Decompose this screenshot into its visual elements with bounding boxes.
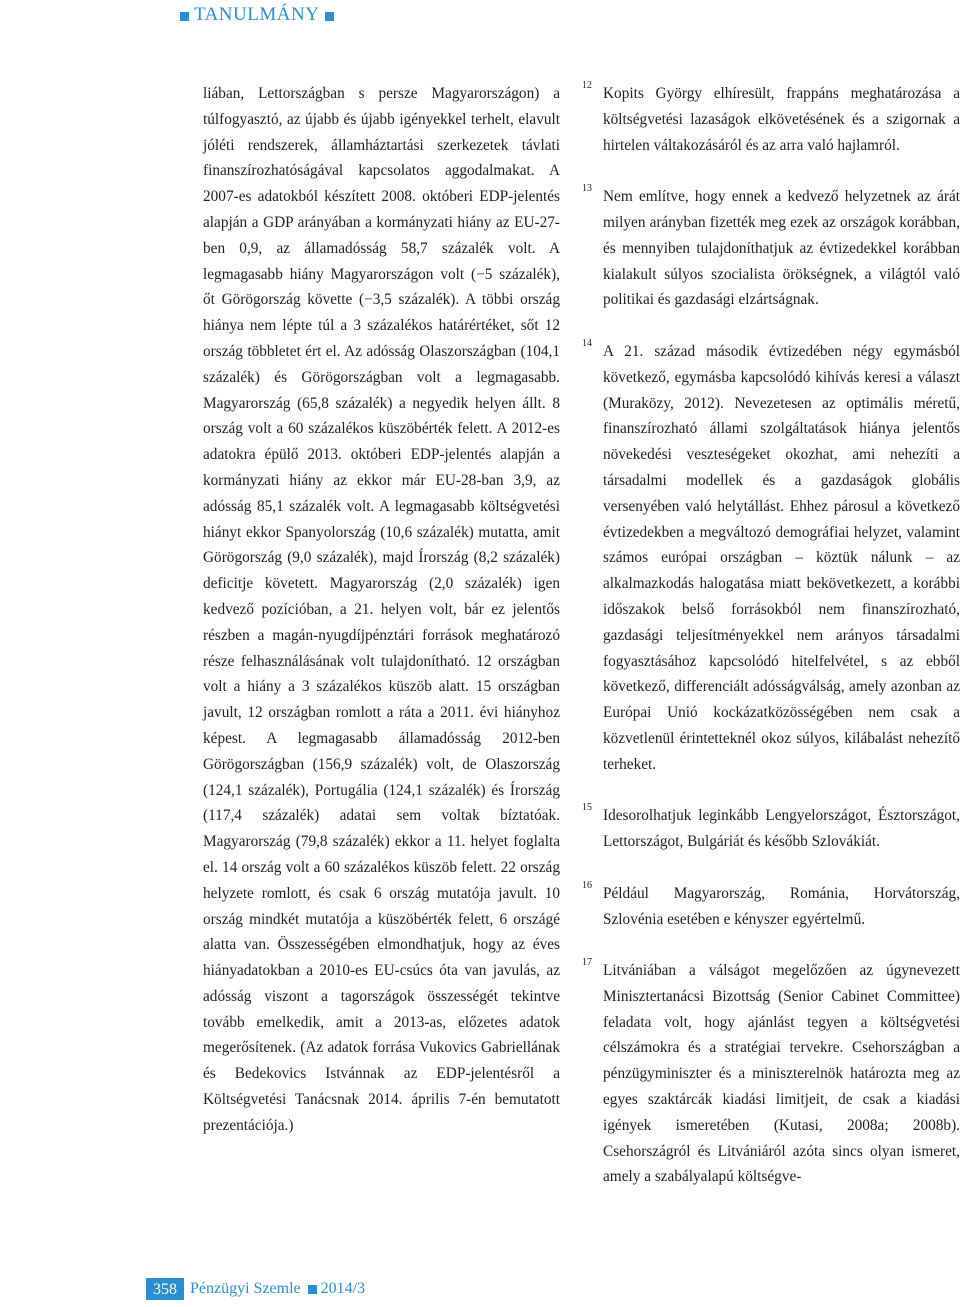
footnote — [582, 339, 960, 778]
footnote-text: A 21. század második évtizedében négy egymásból következő, egymásba kapcsolódó kihívás keresi a választ (Muraközy, 2012). Nevezetesen az optimális méretű, finanszírozható állami szolgáltatások hiánya jelentős növekedési veszteségeket okozhat, ami nehezíti a társadalmi modellek és a gazdaságok globális versenyében való helytállást. Ehhez párosul a következő évtizedekben a megváltozó demográfiai helyzet, valamint számos európai országban – köztük nálunk – az alkalmazkodás halogatása miatt bekövetkezett, a korábbi időszakok belső forrásokból nem finanszírozható, gazdasági teljesítményekkel nem arányos társadalmi fogyasztásához kapcsolódó hitelfelvétel, s az ebből következő, differenciált adósságválság, amely azonban az Európai Unió kockázatközösségében nem csak a közvetlenül érintetteknél okoz súlyos, kilábalást nehezítő terheket. — [603, 342, 960, 773]
square-bullet-icon — [325, 12, 334, 21]
footnote — [582, 958, 960, 1190]
page-footer — [146, 1278, 365, 1300]
footnote-number: 15 — [582, 802, 592, 814]
footnote-text: Litvániában a válságot megelőzően az úgynevezett Minisztertanácsi Bizottság (Senior Cabinet Committee) feladata volt, hogy ajánlást tegyen a költségvetési célszámokra és a stratégiai tervekre. Csehországban a pénzügyminiszter és a miniszterelnök határozta meg az egyes szaktárcák kiadási limitjeit, de csak a kiadási igények ismeretében (Kutasi, 2008a; 2008b). Csehországról és Litvániáról azóta sincs olyan ismeret, amely a szabályalapú költségve- — [603, 962, 960, 1186]
footnote — [582, 881, 960, 933]
issue-number: 2014/3 — [320, 1280, 366, 1297]
footnotes-column — [582, 81, 960, 1216]
footnote — [582, 81, 960, 158]
footnote — [582, 184, 960, 313]
section-title: TANULMÁNY — [194, 4, 320, 25]
page-number: 358 — [146, 1278, 184, 1300]
main-text-column — [203, 81, 560, 1139]
body-paragraph: liában, Lettországban s persze Magyarországon) a túlfogyasztó, az újabb és újabb igényekkel terhelt, elavult jóléti rendszerek, államháztartási szerkezetek távlati finanszírozhatóságával kapcsolatos aggodalmakat. A 2007-es adatokból készített 2008. októberi EDP-jelentés alapján a GDP arányában a kormányzati hiány az EU-27-ben 0,9, az államadósság 58,7 százalék volt. A legmagasabb hiány Magyarországon volt (−5 százalék), őt Görögország követte (−3,5 százalék). A többi ország hiánya nem lépte túl a 3 százalékos határértéket, sőt 12 ország többletet ért el. Az adósság Olaszországban (104,1 százalék) és Görögországban volt a legmagasabb. Magyarország (65,8 százalék) a negyedik helyen állt. 8 ország volt a 60 százalékos küszöbérték felett. A 2012-es adatokra épülő 2013. októberi EDP-jelentés alapján a kormányzati hiány az ekkor már EU-28-ban 3,9, az adósság 85,1 százalék volt. A legmagasabb költségvetési hiányt ekkor Spanyolország (10,6 százalék) mutatta, amit Görögország (9,0 százalék), majd Írország (8,2 százalék) deficitje követett. Magyarország (2,0 százalék) igen kedvező pozícióban, a 21. helyen volt, bár ez jelentős részben a magán-nyugdíjpénztári források meghatározó része felhasználásának volt tulajdonítható. 12 országban volt a hiány a 3 százalékos küszöb alatt. 15 országban javult, 12 országban romlott a ráta a 2011. évi hiányhoz képest. A legmagasabb államadósság 2012-ben Görögországban (156,9 százalék) volt, de Olaszország (124,1 százalék), Portugália (124,1 százalék) és Írország (117,4 százalék) adatai sem voltak bíztatóak. Magyarország (79,8 százalék) ekkor a 11. helyet foglalta el. 14 ország volt a 60 százalékos küszöb felett. 22 ország helyzete romlott, és csak 6 ország mutatója javult. 10 ország mindkét mutatója a küszöbérték felett, 6 országé alatta van. Összességében elmondhatjuk, hogy az éves hiányadatokban a 2010-es EU-csúcs óta van javulás, az adósság viszont a tagországok összességét tekintve tovább emelkedik, amit a 2013-as, előzetes adatok megerősítenek. (Az adatok forrása Vukovics Gabriellának és Bedekovics Istvánnak az EDP-jelentésről a Költségvetési Tanácsnak 2014. április 7-én bemutatott prezentációja.) — [203, 85, 560, 1134]
footnote-text: Kopits György elhíresült, frappáns meghatározása a költségvetési lazaságok elkövetésének és a szigornak a hirtelen váltakozásáról és az arra való hajlamról. — [603, 85, 960, 154]
footnote-text: Idesorolhatjuk leginkább Lengyelországot, Észtországot, Lettországot, Bulgáriát és később Szlovákiát. — [603, 807, 960, 851]
footnote-number: 16 — [582, 879, 592, 891]
footnote-number: 12 — [582, 80, 592, 91]
journal-title: Pénzügyi Szemle — [190, 1280, 301, 1297]
section-header — [180, 4, 334, 26]
footnote-text: Nem említve, hogy ennek a kedvező helyzetnek az árát milyen arányban fizették meg ezek az országok korábban, és mennyiben tulajdoníthatjuk az évtizedekkel korábban kialakult súlyos szocialista örökségnek, a világtól való politikai és gazdasági elzártságnak. — [603, 188, 960, 309]
footnote-number: 13 — [582, 183, 592, 195]
footnote — [582, 803, 960, 855]
footnote-number: 17 — [582, 957, 592, 969]
square-bullet-icon — [308, 1285, 317, 1294]
footnote-text: Például Magyarország, Románia, Horvátország, Szlovénia esetében e kényszer egyértelmű. — [603, 884, 960, 928]
square-bullet-icon — [180, 12, 189, 21]
footnote-number: 14 — [582, 337, 592, 349]
